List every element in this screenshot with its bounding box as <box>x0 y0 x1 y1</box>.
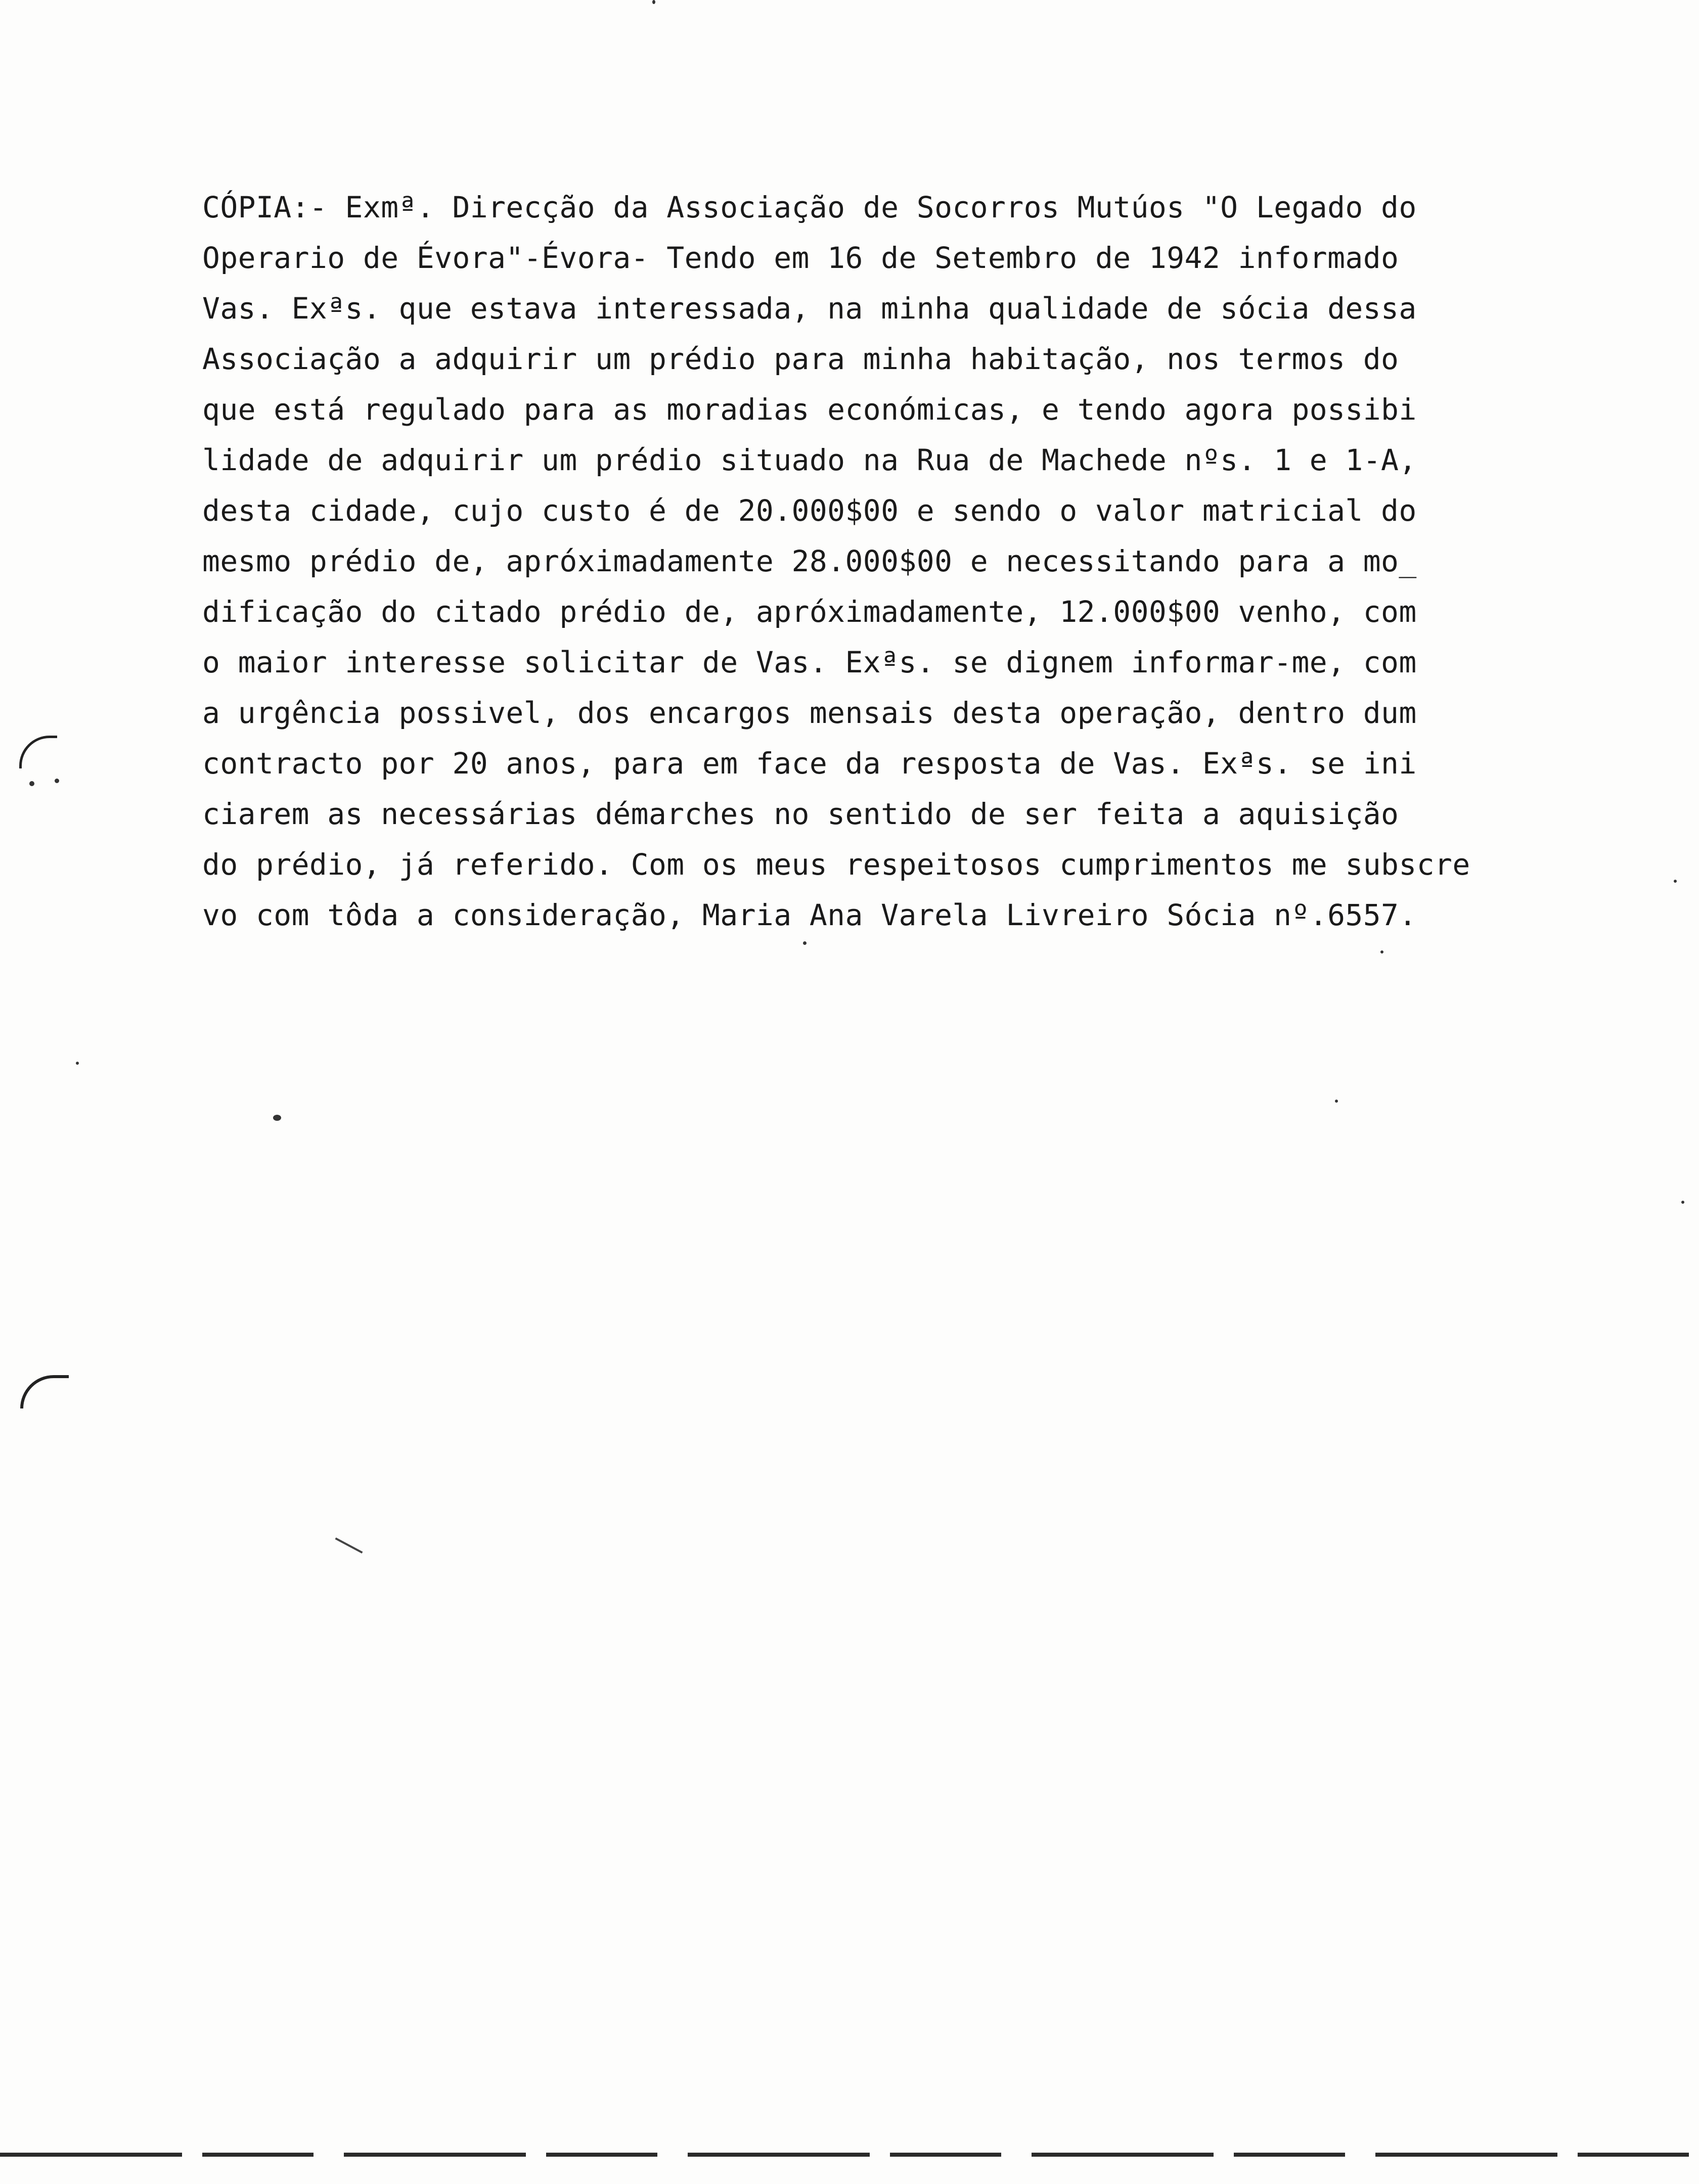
letter-line-6: lidade de adquirir um prédio situado na Rua de Machede nºs. 1 e 1-A, <box>202 443 1417 477</box>
scan-scratch <box>335 1537 363 1554</box>
scan-mark-arc-upper <box>19 736 57 768</box>
scan-speck <box>1335 1100 1338 1103</box>
letter-line-4: Associação a adquirir um prédio para minha habitação, nos termos do <box>202 342 1399 376</box>
letter-line-14: do prédio, já referido. Com os meus respeitosos cumprimentos me subscre <box>202 847 1470 882</box>
letter-line-7: desta cidade, cujo custo é de 20.000$00 e sendo o valor matricial do <box>202 493 1417 528</box>
scan-mark-arc-lower <box>20 1375 69 1408</box>
scan-speck <box>803 941 807 945</box>
letter-line-15: vo com tôda a consideração, Maria Ana Varela Livreiro Sócia nº.6557. <box>202 898 1417 932</box>
letter-line-10: o maior interesse solicitar de Vas. Exªs. se dignem informar-me, com <box>202 645 1417 679</box>
letter-line-2: Operario de Évora"-Évora- Tendo em 16 de Setembro de 1942 informado <box>202 241 1399 275</box>
scan-speck <box>1380 950 1383 953</box>
scan-speck <box>1674 880 1677 883</box>
letter-line-3: Vas. Exªs. que estava interessada, na minha qualidade de sócia dessa <box>202 291 1417 326</box>
scan-speck <box>76 1062 79 1065</box>
scan-speck <box>29 781 34 786</box>
letter-line-13: ciarem as necessárias démarches no sentido de ser feita a aquisição <box>202 797 1399 831</box>
letter-line-5: que está regulado para as moradias económicas, e tendo agora possibi <box>202 392 1417 427</box>
scan-speck <box>652 0 655 4</box>
bottom-dashed-rule <box>0 2153 1699 2157</box>
scan-speck <box>55 779 59 783</box>
letter-line-8: mesmo prédio de, apróximadamente 28.000$00 e necessitando para a mo_ <box>202 544 1417 578</box>
letter-line-11: a urgência possivel, dos encargos mensais desta operação, dentro dum <box>202 696 1417 730</box>
letter-line-1: CÓPIA:- Exmª. Direcção da Associação de Socorros Mutúos "O Legado do <box>202 190 1417 224</box>
letter-line-12: contracto por 20 anos, para em face da resposta de Vas. Exªs. se ini <box>202 746 1417 781</box>
scan-speck <box>1681 1201 1684 1204</box>
typed-letter-body <box>202 182 1618 940</box>
letter-line-9: dificação do citado prédio de, apróximadamente, 12.000$00 venho, com <box>202 595 1417 629</box>
scan-speck <box>273 1115 281 1121</box>
